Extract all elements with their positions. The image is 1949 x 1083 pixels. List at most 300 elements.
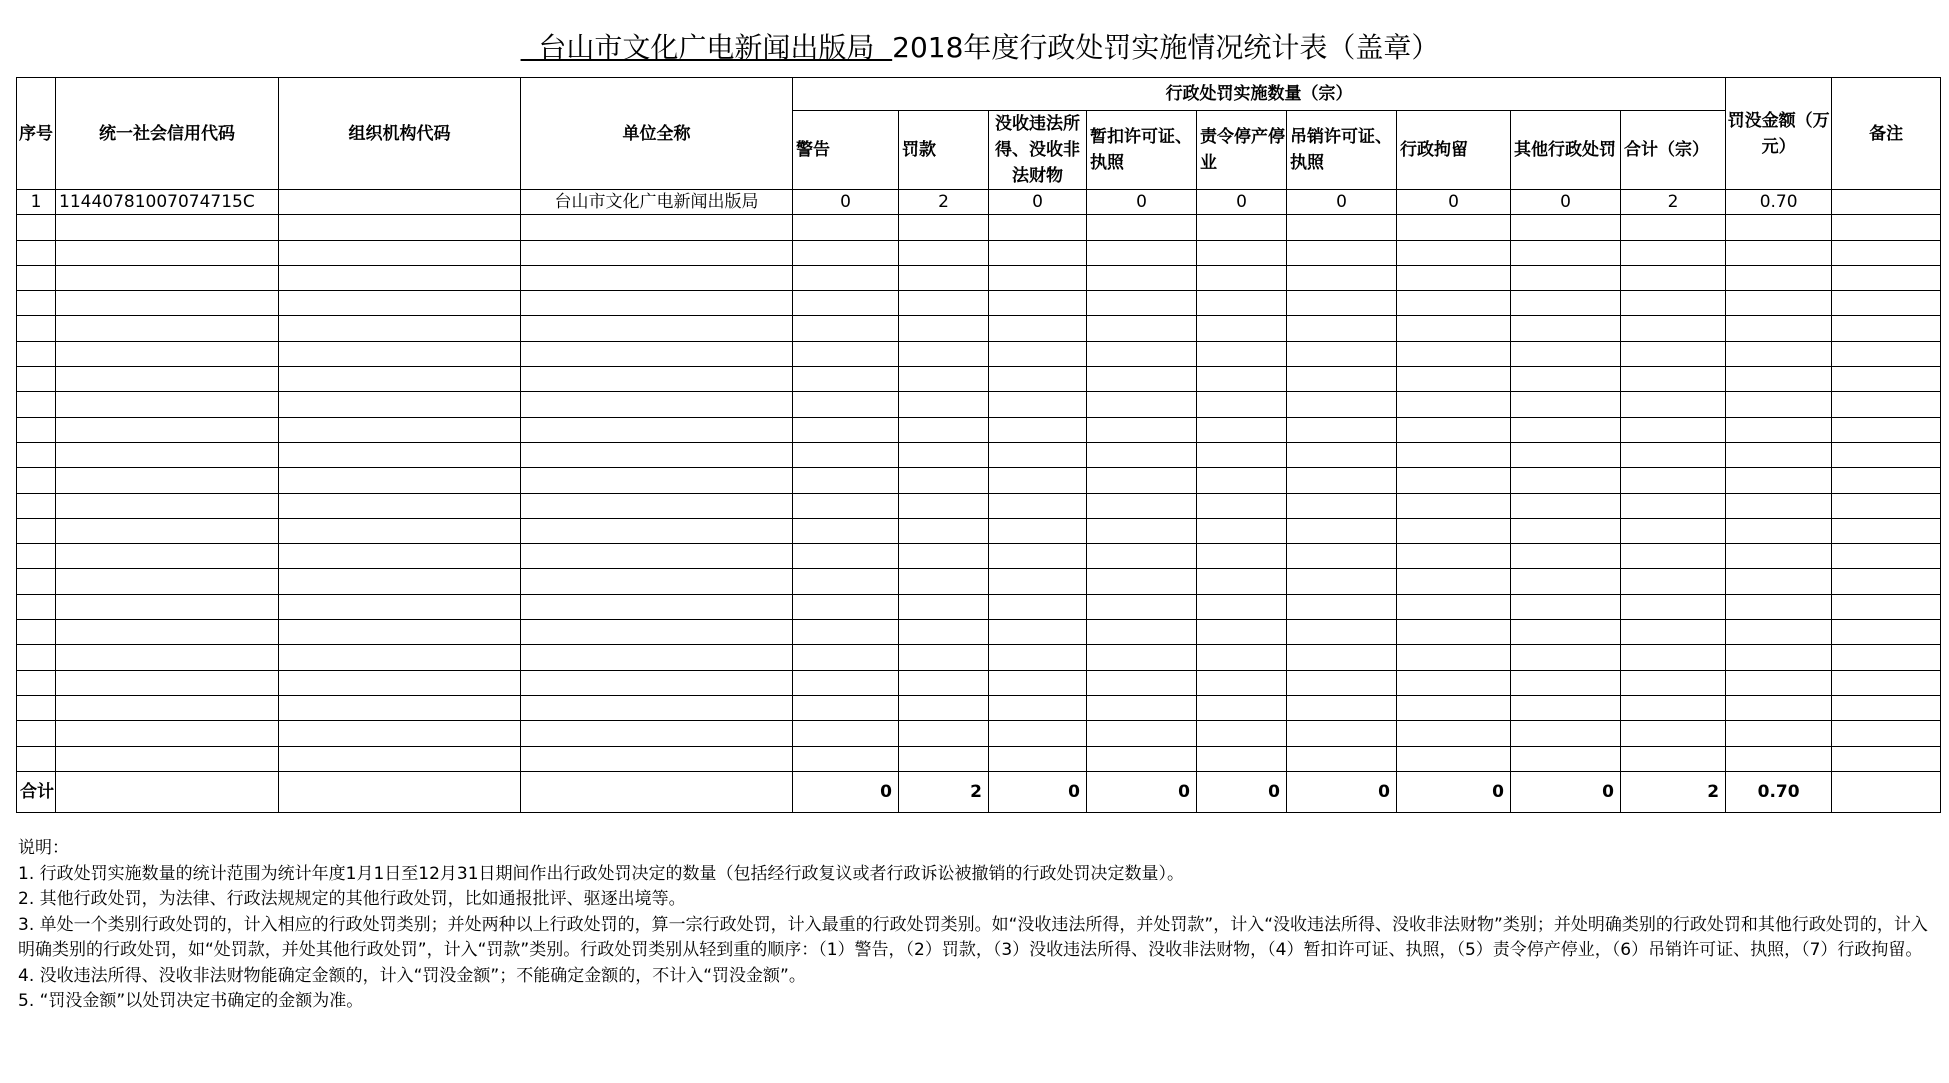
empty-cell[interactable] [521, 721, 793, 746]
empty-cell[interactable] [17, 442, 56, 467]
empty-cell[interactable] [1726, 392, 1832, 417]
empty-cell[interactable] [989, 670, 1087, 695]
empty-cell[interactable] [1621, 417, 1726, 442]
empty-cell[interactable] [899, 493, 989, 518]
empty-cell[interactable] [989, 518, 1087, 543]
empty-cell[interactable] [1287, 240, 1397, 265]
empty-cell[interactable] [279, 544, 521, 569]
empty-cell[interactable] [1087, 341, 1197, 366]
empty-cell[interactable] [1511, 695, 1621, 720]
cell-confiscate[interactable]: 0 [989, 190, 1087, 215]
empty-cell[interactable] [1197, 620, 1287, 645]
empty-cell[interactable] [56, 670, 279, 695]
cell-suspend-license[interactable]: 0 [1087, 190, 1197, 215]
empty-cell[interactable] [56, 215, 279, 240]
empty-cell[interactable] [56, 392, 279, 417]
empty-cell[interactable] [1726, 240, 1832, 265]
empty-cell[interactable] [1397, 215, 1511, 240]
empty-cell[interactable] [1621, 215, 1726, 240]
empty-cell[interactable] [1621, 316, 1726, 341]
cell-total[interactable]: 2 [1621, 190, 1726, 215]
empty-cell[interactable] [1287, 392, 1397, 417]
empty-cell[interactable] [1397, 746, 1511, 771]
empty-cell[interactable] [1511, 442, 1621, 467]
empty-cell[interactable] [1832, 291, 1941, 316]
empty-cell[interactable] [1197, 746, 1287, 771]
empty-cell[interactable] [56, 518, 279, 543]
empty-cell[interactable] [56, 367, 279, 392]
empty-cell[interactable] [1397, 645, 1511, 670]
empty-cell[interactable] [1397, 291, 1511, 316]
empty-cell[interactable] [56, 569, 279, 594]
empty-cell[interactable] [17, 392, 56, 417]
empty-cell[interactable] [1621, 594, 1726, 619]
empty-cell[interactable] [1087, 493, 1197, 518]
empty-cell[interactable] [17, 367, 56, 392]
empty-cell[interactable] [1287, 265, 1397, 290]
summary-stop-business[interactable]: 0 [1197, 771, 1287, 812]
empty-cell[interactable] [521, 670, 793, 695]
empty-cell[interactable] [56, 620, 279, 645]
empty-cell[interactable] [17, 468, 56, 493]
empty-cell[interactable] [1287, 341, 1397, 366]
empty-cell[interactable] [279, 518, 521, 543]
empty-cell[interactable] [1197, 392, 1287, 417]
empty-cell[interactable] [521, 367, 793, 392]
empty-cell[interactable] [17, 721, 56, 746]
empty-cell[interactable] [17, 670, 56, 695]
empty-cell[interactable] [1621, 645, 1726, 670]
empty-cell[interactable] [1832, 746, 1941, 771]
empty-cell[interactable] [1087, 417, 1197, 442]
empty-cell[interactable] [793, 468, 899, 493]
empty-cell[interactable] [521, 316, 793, 341]
empty-cell[interactable] [1832, 367, 1941, 392]
empty-cell[interactable] [56, 442, 279, 467]
empty-cell[interactable] [1832, 265, 1941, 290]
empty-cell[interactable] [1287, 417, 1397, 442]
empty-cell[interactable] [1087, 645, 1197, 670]
empty-cell[interactable] [899, 265, 989, 290]
empty-cell[interactable] [1832, 620, 1941, 645]
empty-cell[interactable] [56, 645, 279, 670]
empty-cell[interactable] [1511, 493, 1621, 518]
empty-cell[interactable] [793, 392, 899, 417]
empty-cell[interactable] [1087, 392, 1197, 417]
empty-cell[interactable] [521, 442, 793, 467]
empty-cell[interactable] [56, 316, 279, 341]
empty-cell[interactable] [989, 392, 1087, 417]
summary-remark[interactable] [1832, 771, 1941, 812]
empty-cell[interactable] [279, 316, 521, 341]
empty-cell[interactable] [1197, 544, 1287, 569]
empty-cell[interactable] [899, 620, 989, 645]
empty-cell[interactable] [1197, 316, 1287, 341]
empty-cell[interactable] [1397, 316, 1511, 341]
empty-cell[interactable] [1287, 695, 1397, 720]
empty-cell[interactable] [521, 417, 793, 442]
empty-cell[interactable] [1087, 695, 1197, 720]
empty-cell[interactable] [1511, 569, 1621, 594]
empty-cell[interactable] [1087, 442, 1197, 467]
empty-cell[interactable] [56, 695, 279, 720]
empty-cell[interactable] [1287, 468, 1397, 493]
empty-cell[interactable] [989, 291, 1087, 316]
empty-cell[interactable] [793, 367, 899, 392]
empty-cell[interactable] [793, 721, 899, 746]
empty-cell[interactable] [1621, 468, 1726, 493]
empty-cell[interactable] [1197, 417, 1287, 442]
empty-cell[interactable] [989, 367, 1087, 392]
empty-cell[interactable] [1287, 620, 1397, 645]
empty-cell[interactable] [279, 569, 521, 594]
empty-cell[interactable] [1726, 215, 1832, 240]
empty-cell[interactable] [899, 392, 989, 417]
cell-fine[interactable]: 2 [899, 190, 989, 215]
empty-cell[interactable] [1621, 392, 1726, 417]
empty-cell[interactable] [1287, 215, 1397, 240]
empty-cell[interactable] [1832, 594, 1941, 619]
empty-cell[interactable] [989, 240, 1087, 265]
empty-cell[interactable] [1832, 518, 1941, 543]
cell-org-code[interactable] [279, 190, 521, 215]
empty-cell[interactable] [989, 620, 1087, 645]
summary-confiscate[interactable]: 0 [989, 771, 1087, 812]
empty-cell[interactable] [1197, 367, 1287, 392]
empty-cell[interactable] [1197, 569, 1287, 594]
empty-cell[interactable] [1832, 417, 1941, 442]
empty-cell[interactable] [989, 215, 1087, 240]
empty-cell[interactable] [279, 746, 521, 771]
empty-cell[interactable] [899, 645, 989, 670]
summary-amount[interactable]: 0.70 [1726, 771, 1832, 812]
empty-cell[interactable] [1087, 670, 1197, 695]
empty-cell[interactable] [1726, 746, 1832, 771]
empty-cell[interactable] [1726, 544, 1832, 569]
empty-cell[interactable] [1832, 215, 1941, 240]
empty-cell[interactable] [1087, 620, 1197, 645]
empty-cell[interactable] [1511, 265, 1621, 290]
empty-cell[interactable] [989, 417, 1087, 442]
empty-cell[interactable] [1726, 468, 1832, 493]
empty-cell[interactable] [279, 240, 521, 265]
empty-cell[interactable] [17, 569, 56, 594]
empty-cell[interactable] [1397, 569, 1511, 594]
empty-cell[interactable] [279, 594, 521, 619]
summary-cell-empty[interactable] [521, 771, 793, 812]
empty-cell[interactable] [279, 215, 521, 240]
empty-cell[interactable] [1287, 493, 1397, 518]
empty-cell[interactable] [1197, 291, 1287, 316]
empty-cell[interactable] [1197, 493, 1287, 518]
empty-cell[interactable] [1726, 695, 1832, 720]
summary-detention[interactable]: 0 [1397, 771, 1511, 812]
empty-cell[interactable] [793, 265, 899, 290]
empty-cell[interactable] [1287, 291, 1397, 316]
empty-cell[interactable] [1511, 417, 1621, 442]
empty-cell[interactable] [1287, 746, 1397, 771]
empty-cell[interactable] [793, 670, 899, 695]
empty-cell[interactable] [56, 544, 279, 569]
empty-cell[interactable] [899, 442, 989, 467]
empty-cell[interactable] [1511, 240, 1621, 265]
empty-cell[interactable] [989, 468, 1087, 493]
empty-cell[interactable] [899, 518, 989, 543]
empty-cell[interactable] [793, 620, 899, 645]
empty-cell[interactable] [1832, 341, 1941, 366]
empty-cell[interactable] [279, 721, 521, 746]
empty-cell[interactable] [1397, 594, 1511, 619]
empty-cell[interactable] [279, 367, 521, 392]
empty-cell[interactable] [989, 569, 1087, 594]
empty-cell[interactable] [1832, 316, 1941, 341]
empty-cell[interactable] [56, 291, 279, 316]
empty-cell[interactable] [899, 417, 989, 442]
summary-warning[interactable]: 0 [793, 771, 899, 812]
empty-cell[interactable] [1726, 417, 1832, 442]
empty-cell[interactable] [1397, 468, 1511, 493]
empty-cell[interactable] [1197, 645, 1287, 670]
empty-cell[interactable] [899, 240, 989, 265]
empty-cell[interactable] [1397, 544, 1511, 569]
empty-cell[interactable] [1287, 569, 1397, 594]
empty-cell[interactable] [1397, 670, 1511, 695]
empty-cell[interactable] [1397, 493, 1511, 518]
empty-cell[interactable] [1511, 215, 1621, 240]
empty-cell[interactable] [1087, 265, 1197, 290]
empty-cell[interactable] [1511, 645, 1621, 670]
empty-cell[interactable] [56, 746, 279, 771]
empty-cell[interactable] [17, 265, 56, 290]
empty-cell[interactable] [989, 746, 1087, 771]
empty-cell[interactable] [1511, 341, 1621, 366]
empty-cell[interactable] [56, 265, 279, 290]
empty-cell[interactable] [989, 645, 1087, 670]
summary-suspend-license[interactable]: 0 [1087, 771, 1197, 812]
empty-cell[interactable] [1511, 746, 1621, 771]
empty-cell[interactable] [1726, 341, 1832, 366]
empty-cell[interactable] [989, 341, 1087, 366]
empty-cell[interactable] [1726, 367, 1832, 392]
empty-cell[interactable] [1287, 544, 1397, 569]
empty-cell[interactable] [1397, 721, 1511, 746]
empty-cell[interactable] [1397, 367, 1511, 392]
empty-cell[interactable] [1087, 215, 1197, 240]
empty-cell[interactable] [899, 291, 989, 316]
empty-cell[interactable] [1511, 670, 1621, 695]
empty-cell[interactable] [1832, 645, 1941, 670]
empty-cell[interactable] [1726, 493, 1832, 518]
empty-cell[interactable] [1832, 442, 1941, 467]
empty-cell[interactable] [1621, 240, 1726, 265]
empty-cell[interactable] [1832, 544, 1941, 569]
empty-cell[interactable] [989, 265, 1087, 290]
empty-cell[interactable] [1726, 316, 1832, 341]
summary-cell-empty[interactable] [279, 771, 521, 812]
empty-cell[interactable] [793, 341, 899, 366]
empty-cell[interactable] [279, 265, 521, 290]
empty-cell[interactable] [521, 594, 793, 619]
empty-cell[interactable] [1197, 594, 1287, 619]
empty-cell[interactable] [1087, 746, 1197, 771]
empty-cell[interactable] [521, 518, 793, 543]
empty-cell[interactable] [1087, 721, 1197, 746]
empty-cell[interactable] [1726, 594, 1832, 619]
empty-cell[interactable] [1287, 518, 1397, 543]
empty-cell[interactable] [1397, 417, 1511, 442]
empty-cell[interactable] [17, 746, 56, 771]
empty-cell[interactable] [521, 215, 793, 240]
empty-cell[interactable] [1397, 240, 1511, 265]
empty-cell[interactable] [1832, 392, 1941, 417]
empty-cell[interactable] [1511, 544, 1621, 569]
empty-cell[interactable] [521, 695, 793, 720]
empty-cell[interactable] [1087, 240, 1197, 265]
empty-cell[interactable] [1287, 645, 1397, 670]
summary-fine[interactable]: 2 [899, 771, 989, 812]
cell-credit-code[interactable]: 11440781007074715C [56, 190, 279, 215]
empty-cell[interactable] [279, 493, 521, 518]
empty-cell[interactable] [56, 594, 279, 619]
empty-cell[interactable] [1197, 721, 1287, 746]
empty-cell[interactable] [793, 316, 899, 341]
empty-cell[interactable] [1832, 468, 1941, 493]
empty-cell[interactable] [1197, 442, 1287, 467]
empty-cell[interactable] [279, 392, 521, 417]
empty-cell[interactable] [899, 341, 989, 366]
cell-revoke-license[interactable]: 0 [1287, 190, 1397, 215]
empty-cell[interactable] [17, 518, 56, 543]
empty-cell[interactable] [17, 645, 56, 670]
empty-cell[interactable] [1197, 518, 1287, 543]
empty-cell[interactable] [1197, 265, 1287, 290]
empty-cell[interactable] [1197, 468, 1287, 493]
empty-cell[interactable] [793, 215, 899, 240]
empty-cell[interactable] [279, 417, 521, 442]
empty-cell[interactable] [1621, 518, 1726, 543]
empty-cell[interactable] [56, 341, 279, 366]
empty-cell[interactable] [793, 594, 899, 619]
empty-cell[interactable] [56, 493, 279, 518]
empty-cell[interactable] [899, 569, 989, 594]
empty-cell[interactable] [1621, 746, 1726, 771]
empty-cell[interactable] [1726, 645, 1832, 670]
empty-cell[interactable] [521, 569, 793, 594]
empty-cell[interactable] [1397, 392, 1511, 417]
empty-cell[interactable] [989, 721, 1087, 746]
empty-cell[interactable] [793, 645, 899, 670]
summary-other[interactable]: 0 [1511, 771, 1621, 812]
empty-cell[interactable] [1087, 569, 1197, 594]
cell-remark[interactable] [1832, 190, 1941, 215]
empty-cell[interactable] [17, 341, 56, 366]
empty-cell[interactable] [793, 442, 899, 467]
empty-cell[interactable] [521, 392, 793, 417]
empty-cell[interactable] [279, 670, 521, 695]
empty-cell[interactable] [1511, 518, 1621, 543]
empty-cell[interactable] [899, 316, 989, 341]
empty-cell[interactable] [1621, 569, 1726, 594]
empty-cell[interactable] [1832, 721, 1941, 746]
empty-cell[interactable] [1511, 392, 1621, 417]
empty-cell[interactable] [279, 620, 521, 645]
empty-cell[interactable] [1397, 265, 1511, 290]
summary-label[interactable]: 合计 [17, 771, 56, 812]
empty-cell[interactable] [1287, 442, 1397, 467]
empty-cell[interactable] [1726, 518, 1832, 543]
empty-cell[interactable] [899, 367, 989, 392]
empty-cell[interactable] [521, 493, 793, 518]
empty-cell[interactable] [1726, 569, 1832, 594]
empty-cell[interactable] [1832, 493, 1941, 518]
empty-cell[interactable] [1621, 341, 1726, 366]
empty-cell[interactable] [1832, 670, 1941, 695]
empty-cell[interactable] [1197, 341, 1287, 366]
empty-cell[interactable] [1197, 240, 1287, 265]
empty-cell[interactable] [899, 746, 989, 771]
empty-cell[interactable] [1621, 695, 1726, 720]
empty-cell[interactable] [56, 468, 279, 493]
empty-cell[interactable] [17, 493, 56, 518]
empty-cell[interactable] [1621, 544, 1726, 569]
cell-amount[interactable]: 0.70 [1726, 190, 1832, 215]
empty-cell[interactable] [1397, 442, 1511, 467]
empty-cell[interactable] [1832, 695, 1941, 720]
empty-cell[interactable] [1726, 721, 1832, 746]
cell-warning[interactable]: 0 [793, 190, 899, 215]
empty-cell[interactable] [1621, 265, 1726, 290]
empty-cell[interactable] [1511, 468, 1621, 493]
empty-cell[interactable] [17, 695, 56, 720]
empty-cell[interactable] [793, 417, 899, 442]
empty-cell[interactable] [1621, 367, 1726, 392]
empty-cell[interactable] [1726, 670, 1832, 695]
empty-cell[interactable] [521, 645, 793, 670]
empty-cell[interactable] [1287, 721, 1397, 746]
empty-cell[interactable] [1397, 695, 1511, 720]
empty-cell[interactable] [1197, 215, 1287, 240]
empty-cell[interactable] [899, 544, 989, 569]
cell-other[interactable]: 0 [1511, 190, 1621, 215]
empty-cell[interactable] [1287, 316, 1397, 341]
empty-cell[interactable] [899, 215, 989, 240]
empty-cell[interactable] [989, 695, 1087, 720]
summary-cell-empty[interactable] [56, 771, 279, 812]
empty-cell[interactable] [1726, 265, 1832, 290]
empty-cell[interactable] [793, 240, 899, 265]
empty-cell[interactable] [17, 417, 56, 442]
empty-cell[interactable] [1511, 620, 1621, 645]
empty-cell[interactable] [1726, 291, 1832, 316]
summary-revoke-license[interactable]: 0 [1287, 771, 1397, 812]
empty-cell[interactable] [521, 291, 793, 316]
empty-cell[interactable] [1621, 670, 1726, 695]
empty-cell[interactable] [1621, 620, 1726, 645]
empty-cell[interactable] [1397, 341, 1511, 366]
empty-cell[interactable] [279, 468, 521, 493]
empty-cell[interactable] [56, 417, 279, 442]
empty-cell[interactable] [1087, 316, 1197, 341]
empty-cell[interactable] [1511, 367, 1621, 392]
empty-cell[interactable] [1621, 721, 1726, 746]
empty-cell[interactable] [521, 240, 793, 265]
empty-cell[interactable] [1726, 442, 1832, 467]
empty-cell[interactable] [899, 594, 989, 619]
empty-cell[interactable] [899, 670, 989, 695]
empty-cell[interactable] [1511, 721, 1621, 746]
empty-cell[interactable] [793, 291, 899, 316]
cell-unit-name[interactable]: 台山市文化广电新闻出版局 [521, 190, 793, 215]
